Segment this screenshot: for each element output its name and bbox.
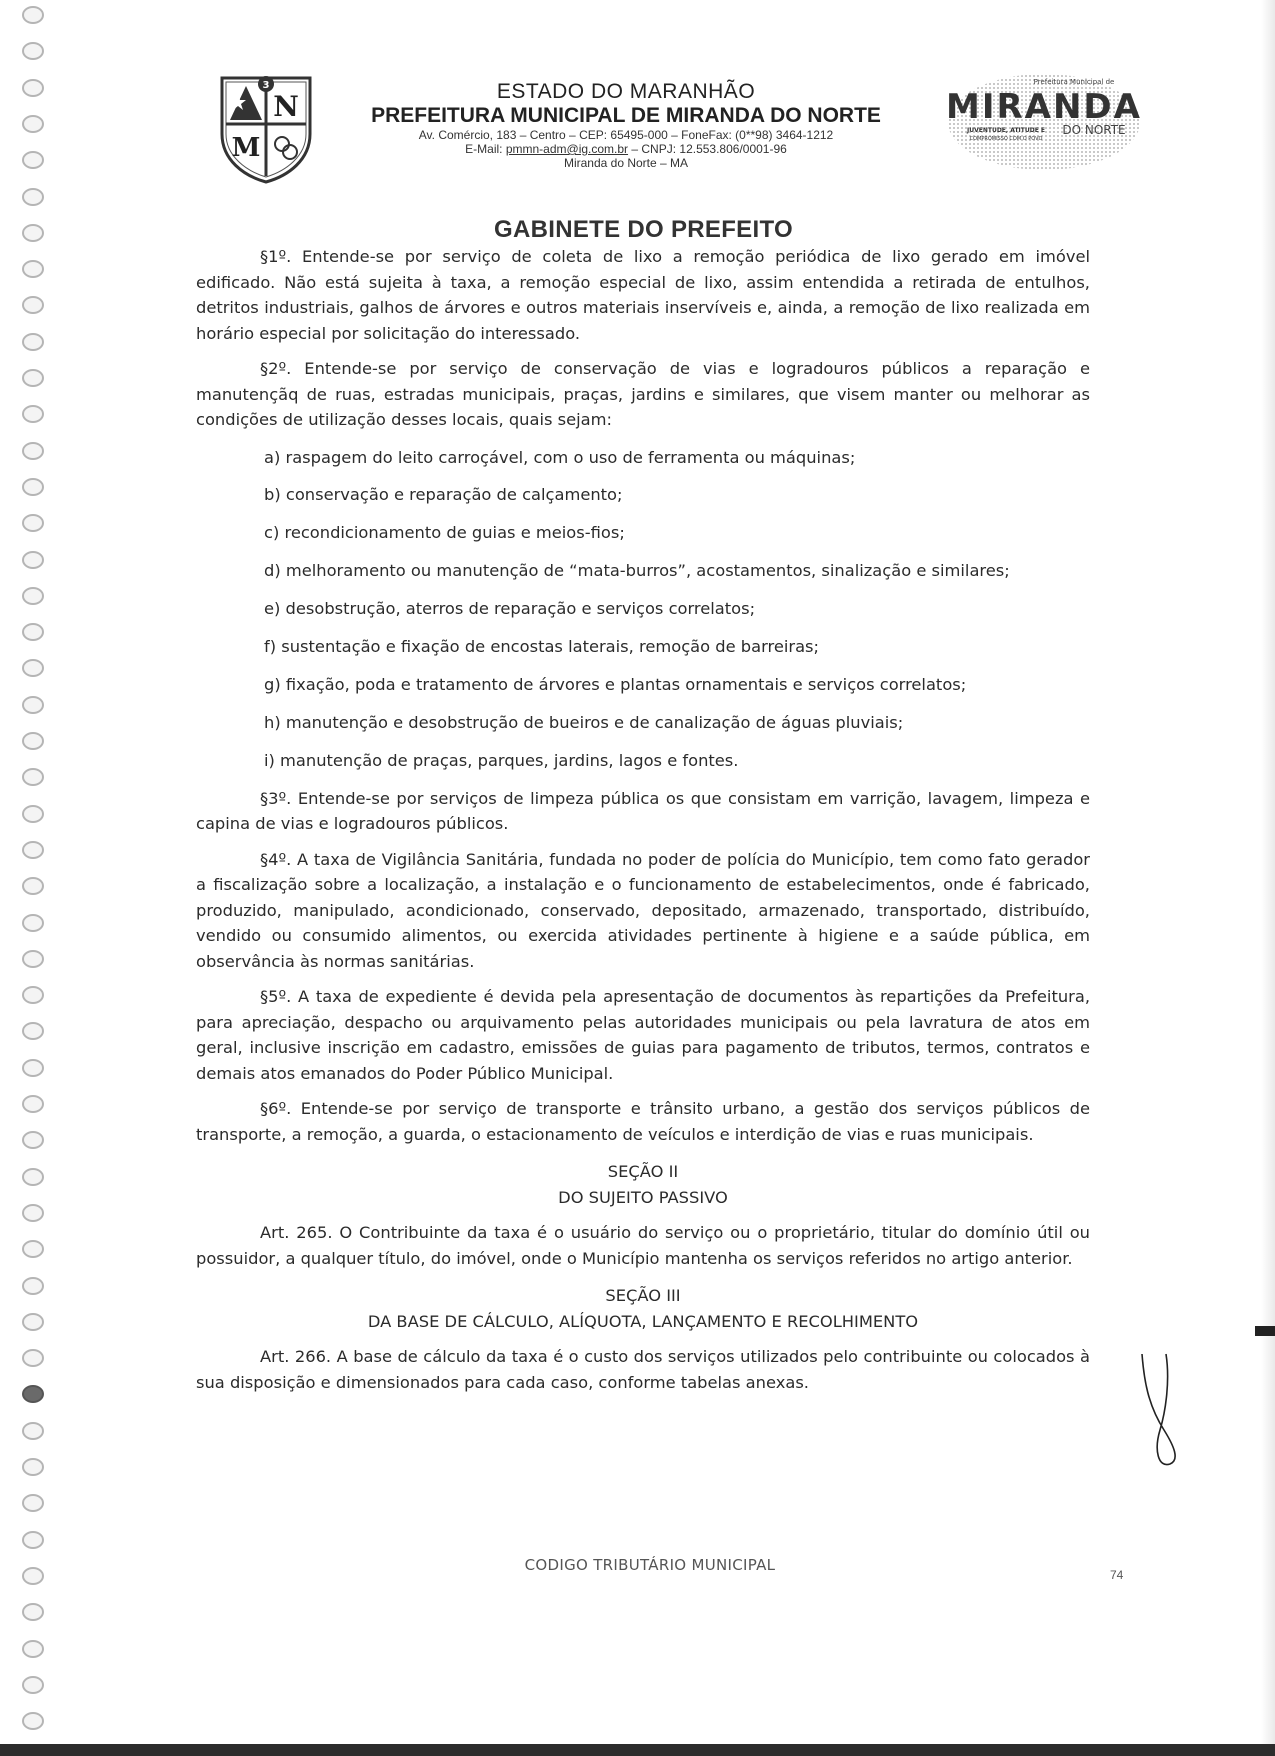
paragraph-2: §2º. Entende-se por serviço de conservação de vias e logradouros públicos a reparação e manutençãq de ruas, estradas municipais, praças, jardins e similares, que visem manter ou melhorar as condições de utilização desses locais, quais sejam: [196, 359, 1090, 429]
logo-top-text: Prefeitura Municipal de [1033, 78, 1115, 86]
cnpj: – CNPJ: 12.553.806/0001-96 [628, 142, 787, 156]
binding-hole [22, 950, 44, 968]
section-3-title: SEÇÃO III [605, 1286, 681, 1306]
binding-hole [22, 1349, 44, 1367]
list-item: i) manutenção de praças, parques, jardins, lagos e fontes. [264, 750, 739, 770]
miranda-logo-icon [944, 70, 1144, 175]
handwritten-signature-icon [1130, 1350, 1190, 1470]
email-label: E-Mail: [465, 142, 506, 156]
list-item: d) melhoramento ou manutenção de “mata-burros”, acostamentos, sinalização e similares; [264, 561, 1010, 581]
item-list [196, 445, 1090, 774]
binding-hole [22, 151, 44, 169]
list-item: e) desobstrução, aterros de reparação e serviços correlatos; [264, 599, 756, 619]
binding-hole [22, 514, 44, 532]
binding-hole [22, 986, 44, 1004]
list-item: h) manutenção e desobstrução de bueiros e de canalização de águas pluviais; [264, 712, 904, 732]
binding-hole [22, 1458, 44, 1476]
contact-line [336, 142, 916, 156]
logo-name: MIRANDA [946, 87, 1142, 127]
list-item: g) fixação, poda e tratamento de árvores e plantas ornamentais e serviços correlatos; [264, 674, 967, 694]
binding-hole [22, 841, 44, 859]
section-2-subtitle: DO SUJEITO PASSIVO [558, 1187, 728, 1207]
city: Miranda do Norte – MA [563, 156, 689, 170]
section-title: GABINETE DO PREFEITO [494, 216, 793, 243]
binding-hole [22, 1712, 44, 1730]
document-footer: CODIGO TRIBUTÁRIO MUNICIPAL [524, 1556, 776, 1574]
binding-hole [22, 696, 44, 714]
page-edge-shadow [1261, 0, 1275, 1756]
binding-hole [22, 260, 44, 278]
binding-hole [22, 1567, 44, 1585]
binding-hole [22, 442, 44, 460]
binding-hole [22, 1385, 44, 1403]
binding-hole [22, 224, 44, 242]
binding-hole [22, 623, 44, 641]
section-2-title: SEÇÃO II [607, 1162, 679, 1182]
list-item: c) recondicionamento de guias e meios-fios; [264, 523, 625, 543]
page-number: 74 [1110, 1568, 1124, 1582]
binding-hole [22, 333, 44, 351]
paragraph-5: §5º. A taxa de expediente é devida pela apresentação de documentos às repartições da Prefeitura, para apreciação, despacho ou arquivamento pelas autoridades municipais ou pela lavratura de atos em geral, inclusive inscrição em cadastro, emissões de guias para pagamento de tributos, termos, contratos e demais atos emanados do Poder Público Municipal. [196, 987, 1090, 1083]
binding-hole [22, 369, 44, 387]
binding-hole [22, 1059, 44, 1077]
binding-hole [22, 115, 44, 133]
binding-hole [22, 478, 44, 496]
email-link[interactable]: pmmn-adm@ig.com.br [505, 142, 629, 156]
list-item: a) raspagem do leito carroçável, com o uso de ferramenta ou máquinas; [264, 447, 856, 467]
binding-hole [22, 732, 44, 750]
crest-number: 3 [262, 80, 270, 91]
binding-hole [22, 79, 44, 97]
binding-hole [22, 805, 44, 823]
article-265: Art. 265. O Contribuinte da taxa é o usuário do serviço ou o proprietário, titular do domínio útil ou possuidor, a qualquer título, do imóvel, onde o Município mantenha os serviços referidos no artigo anterior. [196, 1223, 1090, 1268]
logo-tagline-1: JUVENTUDE, ATITUDE E [966, 127, 1046, 134]
binding-hole [22, 877, 44, 895]
document-body [196, 244, 1090, 1405]
binding-hole [22, 1131, 44, 1149]
binding-hole [22, 1422, 44, 1440]
binding-hole [22, 1204, 44, 1222]
paragraph-3: §3º. Entende-se por serviços de limpeza pública os que consistam em varrição, lavagem, limpeza e capina de vias e logradouros públicos. [196, 788, 1090, 834]
scan-bottom-border [0, 1744, 1275, 1756]
binding-hole [22, 1095, 44, 1113]
binding-hole [22, 1313, 44, 1331]
letterhead [216, 70, 1146, 190]
binding-hole [22, 188, 44, 206]
list-item: f) sustentação e fixação de encostas laterais, remoção de barreiras; [264, 636, 820, 656]
binding-hole [22, 1240, 44, 1258]
state-name: ESTADO DO MARANHÃO [496, 80, 756, 103]
municipal-crest-icon [216, 72, 316, 184]
paragraph-6: §6º. Entende-se por serviço de transporte e trânsito urbano, a gestão dos serviços públicos de transporte, a remoção, a guarda, o estacionamento de veículos e interdição de vias e ruas municipais. [196, 1099, 1090, 1144]
binding-hole [22, 1531, 44, 1549]
binding-hole [22, 42, 44, 60]
crest-letter-m: M [231, 133, 261, 163]
section-3-subtitle: DA BASE DE CÁLCULO, ALÍQUOTA, LANÇAMENTO E RECOLHIMENTO [367, 1311, 919, 1331]
prefeitura-name: PREFEITURA MUNICIPAL DE MIRANDA DO NORTE [371, 104, 881, 127]
binding-hole [22, 659, 44, 677]
spiral-binding [14, 0, 54, 1756]
binding-hole [22, 1603, 44, 1621]
binding-hole [22, 587, 44, 605]
crest-letter-n: N [273, 90, 299, 123]
binding-hole [22, 405, 44, 423]
paragraph-4: §4º. A taxa de Vigilância Sanitária, fundada no poder de polícia do Município, tem como fato gerador a fiscalização sobre a localização, a instalação e o funcionamento de estabelecimentos, onde é fabricado, produzido, manipulado, acondicionado, conservado, depositado, armazenado, transportado, distribuído, vendido ou consumido alimentos, ou exercida atividades pertinente à higiene e a saúde pública, em observância às normas sanitárias. [196, 849, 1090, 971]
article-266: Art. 266. A base de cálculo da taxa é o custo dos serviços utilizados pelo contribuinte ou colocados à sua disposição e dimensionados para cada caso, conforme tabelas anexas. [196, 1347, 1090, 1392]
logo-tagline-2: COMPROMISSO COM O POVO [969, 136, 1043, 142]
binding-hole [22, 1640, 44, 1658]
list-item: b) conservação e reparação de calçamento; [264, 485, 623, 505]
binding-hole [22, 768, 44, 786]
paragraph-1: §1º. Entende-se por serviço de coleta de lixo a remoção periódica de lixo gerado em imóvel edificado. Não está sujeita à taxa, a remoção especial de lixo, assim entendida a retirada de entulhos, detritos industriais, galhos de árvores e outros materiais inservíveis e, ainda, a remoção de lixo realizada em horário especial por solicitação do interessado. [196, 247, 1090, 343]
scan-edge-mark [1255, 1326, 1275, 1336]
binding-hole [22, 1676, 44, 1694]
binding-hole [22, 1022, 44, 1040]
binding-hole [22, 1494, 44, 1512]
binding-hole [22, 914, 44, 932]
address: Av. Comércio, 183 – Centro – CEP: 65495-000 – FoneFax: (0**98) 3464-1212 [418, 128, 834, 142]
binding-hole [22, 296, 44, 314]
binding-hole [22, 1277, 44, 1295]
letterhead-text [336, 80, 916, 170]
binding-hole [22, 551, 44, 569]
binding-hole [22, 6, 44, 24]
binding-hole [22, 1168, 44, 1186]
logo-sub: DO NORTE [1062, 123, 1126, 137]
